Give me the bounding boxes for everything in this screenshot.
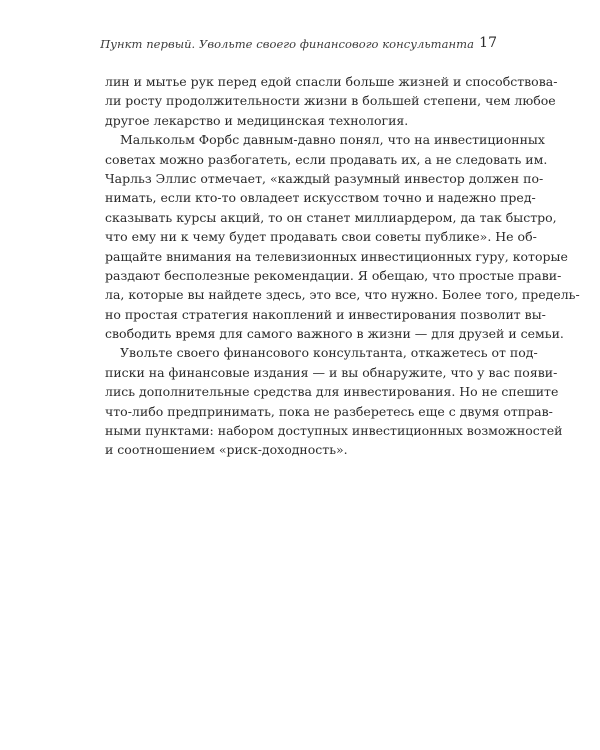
text-line: ращайте внимания на телевизионных инвестиционных гуру, которые xyxy=(105,248,568,264)
text-line: ными пунктами: набором доступных инвестиционных возможностей xyxy=(105,423,563,439)
page-number: 17 xyxy=(479,35,497,51)
text-line: лин и мытье рук перед едой спасли больше жизней и способствова- xyxy=(105,74,558,89)
text-line: писки на финансовые издания — и вы обнаружите, что у вас появи- xyxy=(105,364,558,380)
text-line: ли росту продолжительности жизни в большей степени, чем любое xyxy=(105,93,556,109)
paragraph-1 xyxy=(105,72,558,130)
running-head-title: Пункт первый. Увольте своего финансового консультанта xyxy=(100,37,474,51)
running-head xyxy=(0,37,600,53)
paragraph-3 xyxy=(105,343,563,459)
text-line: что ему ни к чему будет продавать свои советы публике». Не об- xyxy=(105,229,537,245)
text-line: но простая стратегия накоплений и инвестирования позволит вы- xyxy=(105,306,546,322)
text-line: сказывать курсы акций, то он станет миллиардером, да так быстро, xyxy=(105,209,557,225)
text-line: и соотношением «риск-доходность». xyxy=(105,442,348,458)
text-line: что-либо предпринимать, пока не разберетесь еще с двумя отправ- xyxy=(105,403,553,419)
text-line: Чарльз Эллис отмечает, «каждый разумный инвестор должен по- xyxy=(105,170,544,186)
text-line: советах можно разбогатеть, если продавать их, а не следовать им. xyxy=(105,151,548,167)
text-line: Увольте своего финансового консультанта, откажетесь от под- xyxy=(120,345,538,361)
text-line: лись дополнительные средства для инвестирования. Но не спешите xyxy=(105,384,559,400)
text-line: нимать, если кто-то овладеет искусством точно и надежно пред- xyxy=(105,190,536,206)
paragraph-2 xyxy=(105,130,580,343)
text-line: раздают бесполезные рекомендации. Я обещаю, что простые прави- xyxy=(105,267,562,283)
text-line: ла, которые вы найдете здесь, это все, что нужно. Более того, предель- xyxy=(105,287,580,303)
body-text xyxy=(105,72,580,460)
text-line: Малькольм Форбс давным-давно понял, что на инвестиционных xyxy=(120,132,545,148)
text-line: свободить время для самого важного в жизни — для друзей и семьи. xyxy=(105,326,564,342)
text-line: другое лекарство и медицинская технология. xyxy=(105,112,409,128)
